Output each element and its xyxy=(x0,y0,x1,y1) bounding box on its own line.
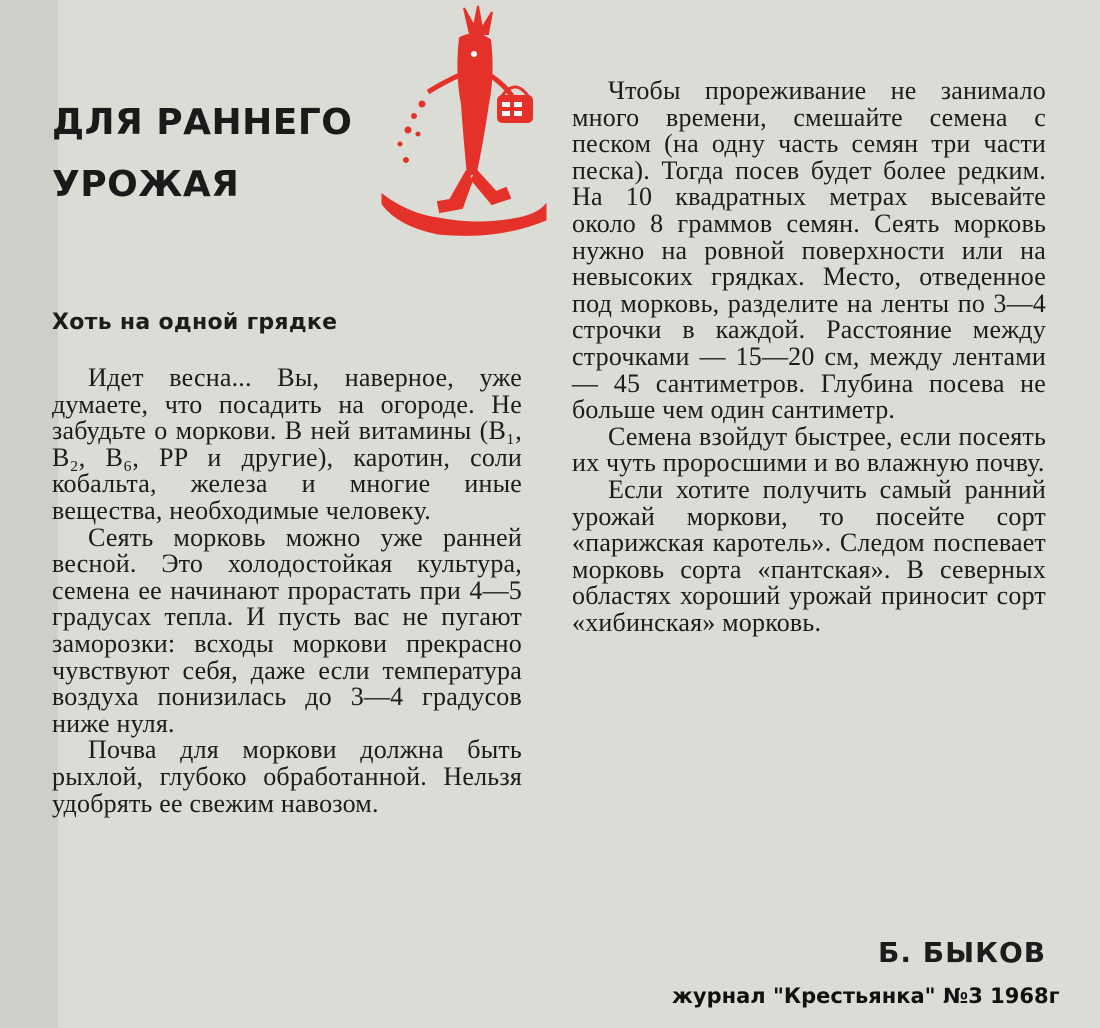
article-title-line-2: УРОЖАЯ xyxy=(52,164,240,205)
paragraph: Сеять морковь можно уже ранней весной. Это холодостойкая культура, семена ее начинают прорастать при 4—5 градусах тепла. И пусть вас не пугают заморозки: всходы моркови прекрасно чувствуют себя, даже если температура воздуха понизилась до 3—4 градусов ниже нуля. xyxy=(52,522,522,738)
paragraph: Чтобы прореживание не занимало много времени, смешайте семена с песком (на одну часть семян три части песка). Тогда посев будет более редким. На 10 квадратных метрах высевайте около 8 граммов семян. Сеять морковь нужно на ровной поверхности или на невысоких грядках. Место, отведенное под морковь, разделите на ленты по 3—4 строчки в каждой. Расстояние между строчками — 15—20 см, между лентами — 45 сантиметров. Глубина посева не больше чем один сантиметр. xyxy=(572,76,1046,425)
paragraph: Семена взойдут быстрее, если посеять их чуть проросшими и во влажную почву. xyxy=(572,421,1046,478)
text-column-right xyxy=(572,78,1046,636)
source-caption: журнал "Крестьянка" №3 1968г xyxy=(672,984,1060,1008)
carrot-figure-icon xyxy=(378,4,548,240)
page-margin-strip xyxy=(0,0,58,1028)
paragraph: Почва для моркови должна быть рыхлой, глубоко обработанной. Нельзя удобрять ее свежим навозом. xyxy=(52,735,522,818)
article-title-line-1: ДЛЯ РАННЕГО xyxy=(52,102,353,143)
paragraph: Если хотите получить самый ранний урожай моркови, то посейте сорт «парижская каротель». Следом поспевает морковь сорта «пантская». В северных областях хороший урожай приносит сорт «хибинская» морковь. xyxy=(572,474,1046,637)
article-author: Б. БЫКОВ xyxy=(878,936,1047,969)
text-column-left xyxy=(52,365,522,817)
article-title xyxy=(52,92,382,216)
paragraph: Идет весна... Вы, наверное, уже думаете, что посадить на огороде. Не забудьте о моркови. В ней витамины (B₁, B₂, B₆, PP и другие), каротин, соли кобальта, железа и многие иные вещества, необходимые человеку. xyxy=(52,363,522,525)
article-subtitle: Хоть на одной грядке xyxy=(52,310,338,335)
